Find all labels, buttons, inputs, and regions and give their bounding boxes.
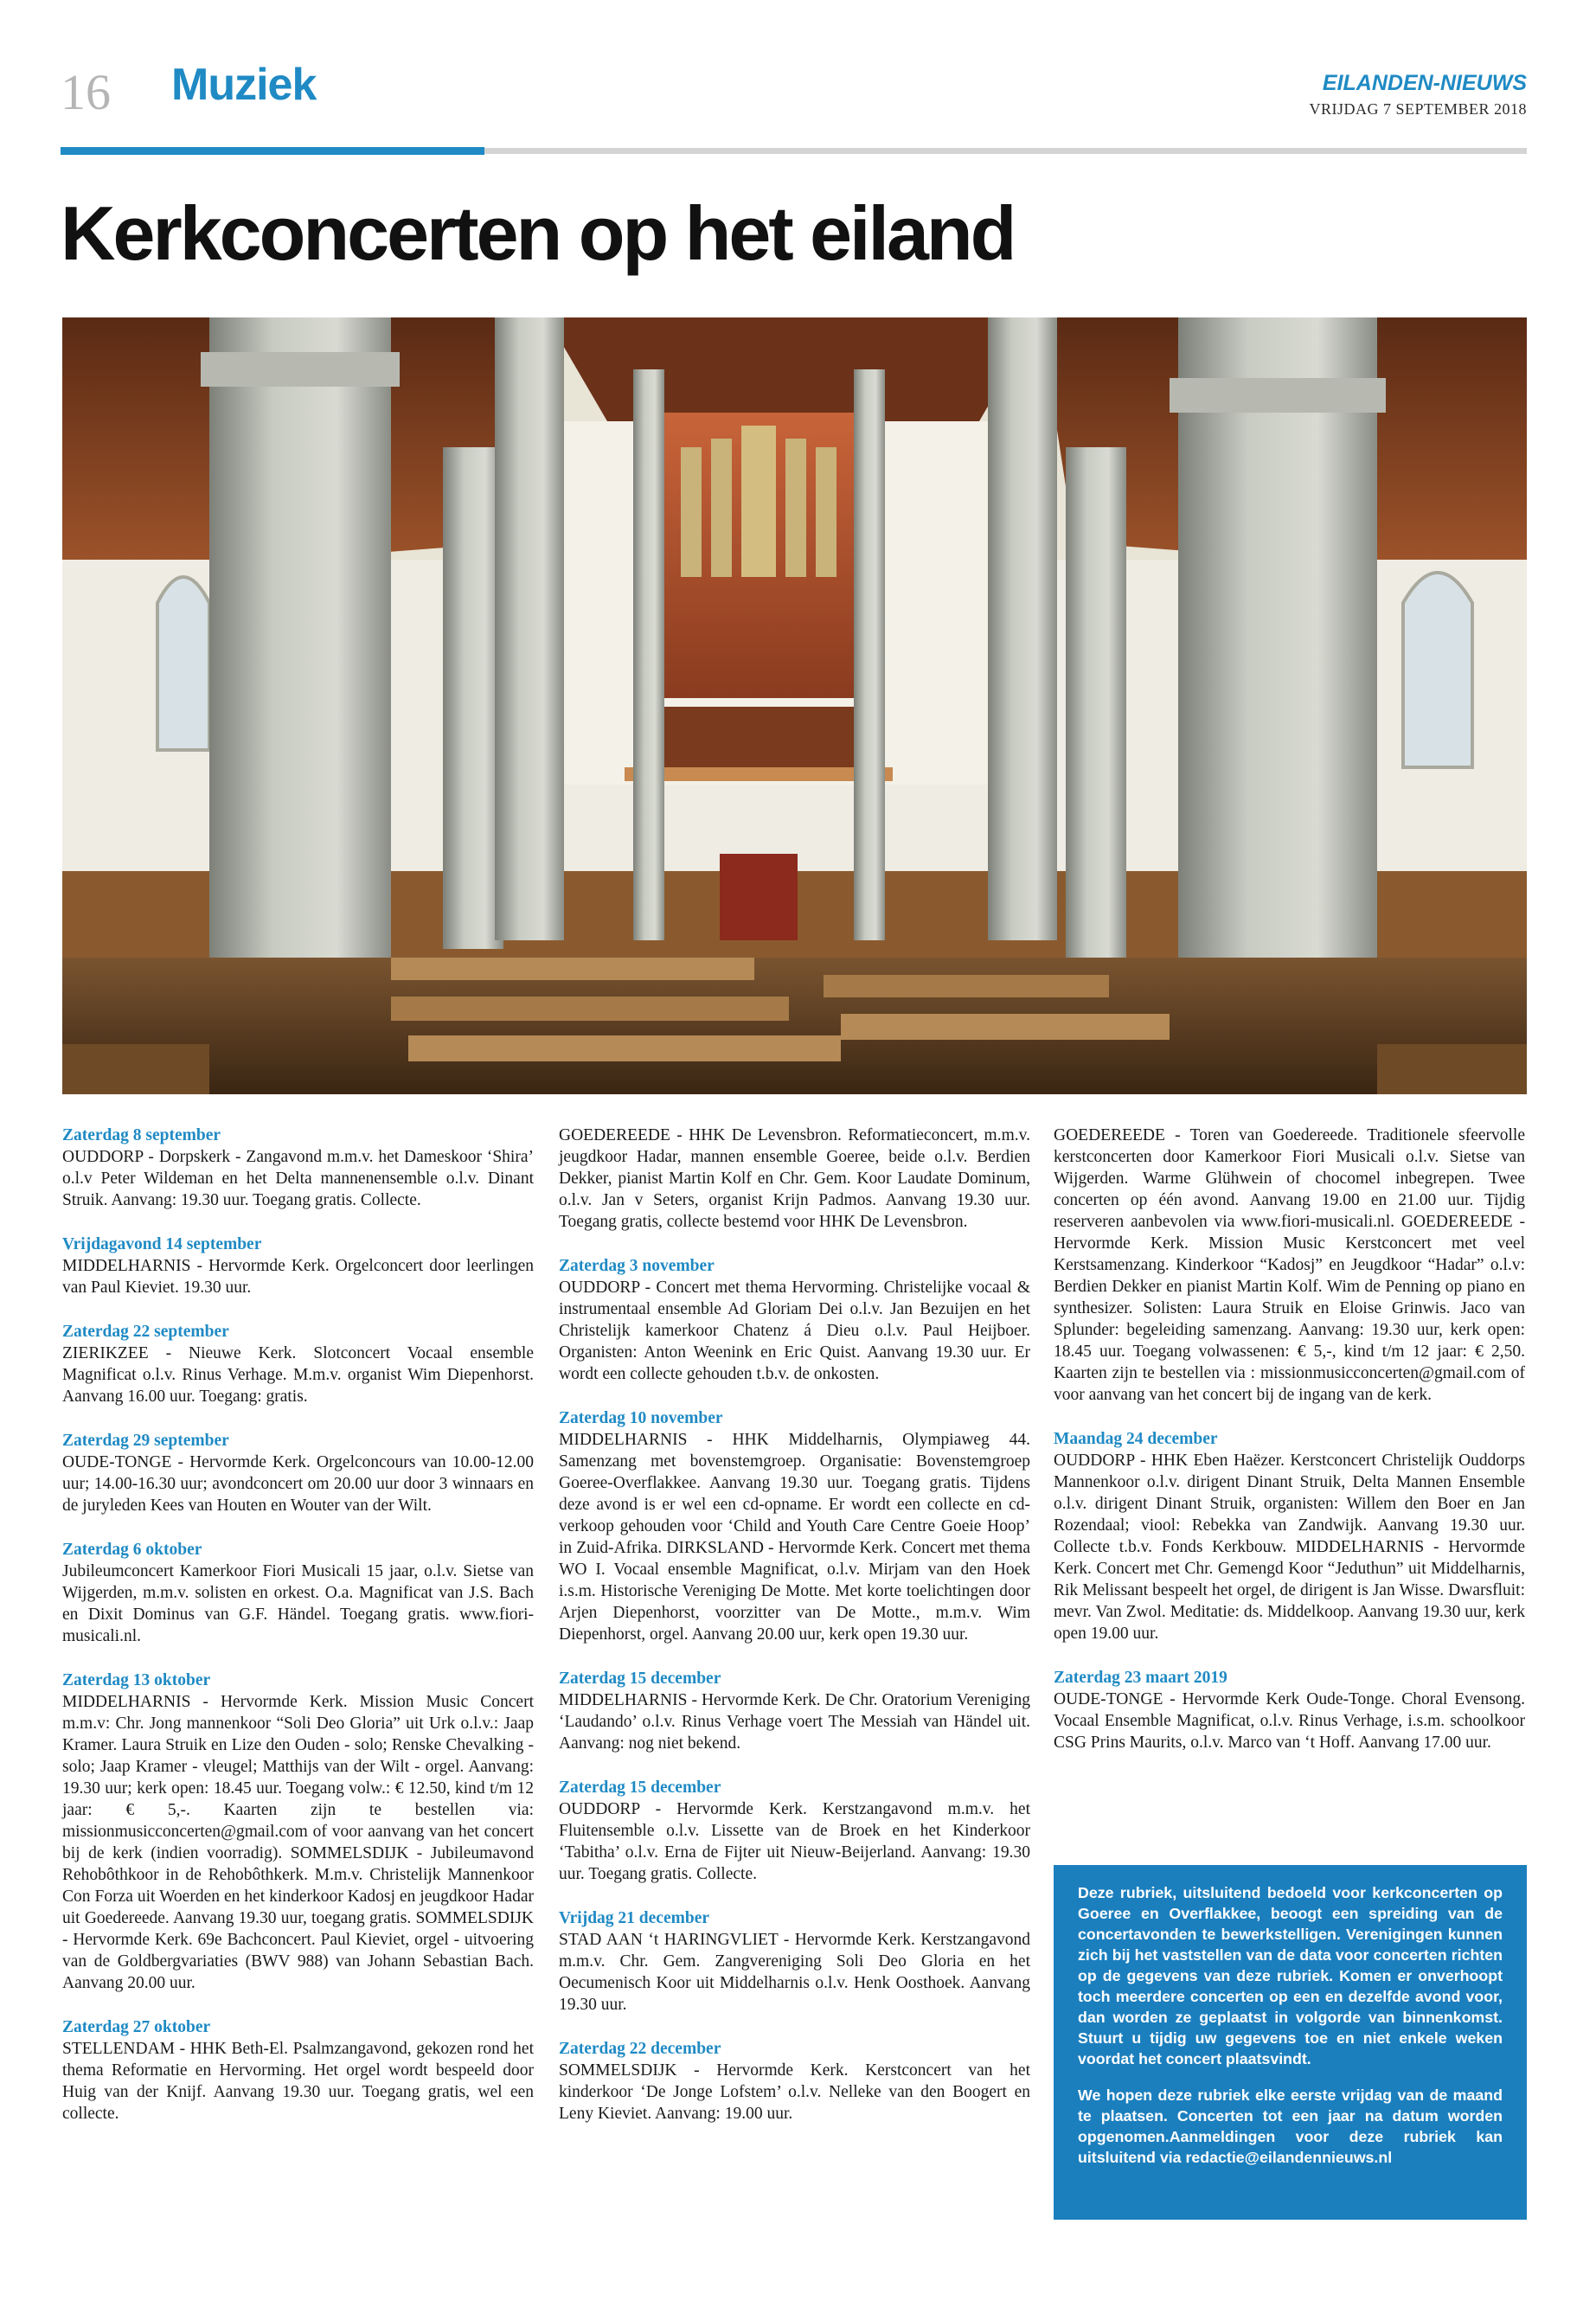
church-interior-photo xyxy=(62,317,1527,1094)
brand-logo: EILANDEN-NIEUWS xyxy=(1322,71,1527,95)
entry-date: Zaterdag 15 december xyxy=(559,1670,721,1688)
entry-text: STAD AAN ‘t HARINGVLIET - Hervormde Kerk. Kerstzangavond m.m.v. Chr. Gem. Zangvereniging Soli Deo Gloria en het Oecumenisch Koor uit Middelharnis o.l.v. Henk Oosthoek. Aanvang 19.30 uur. xyxy=(559,1931,1030,2014)
headline: Kerkconcerten op het eiland xyxy=(61,190,1015,276)
entry-date: Zaterdag 15 december xyxy=(559,1779,721,1797)
entry-date: Zaterdag 22 september xyxy=(62,1323,229,1341)
entry-date: Zaterdag 6 oktober xyxy=(62,1541,202,1559)
agenda-entry xyxy=(62,1125,534,1211)
agenda-entry xyxy=(62,1430,534,1516)
entry-date: Maandag 24 december xyxy=(1054,1430,1218,1448)
entry-text: ZIERIKZEE - Nieuwe Kerk. Slotconcert Vocaal ensemble Magnificat o.l.v. Rinus Verhage. M.m.v. organist Wim Diepenhorst. Aanvang 16.00 uur. Toegang: gratis. xyxy=(62,1344,534,1406)
entry-date: Vrijdag 21 december xyxy=(559,1909,710,1927)
agenda-entry xyxy=(62,2016,534,2125)
entry-text: Jubileumconcert Kamerkoor Fiori Musicali 15 jaar, o.l.v. Sietse van Wijgerden, m.m.v. solisten en orkest. O.a. Magnificat van J.S. Bach en Dixit Dominus van G.F. Händel. Toegang gratis. www.fiori-musicali.nl. xyxy=(62,1562,534,1645)
agenda-entry xyxy=(1054,1667,1525,1753)
agenda-entry xyxy=(62,1234,534,1298)
entry-text: OUDDORP - Concert met thema Hervorming. Christelijke vocaal & instrumentaal ensemble Ad Gloriam Dei o.l.v. Jan Bezuijen en het Christelijk kamerkoor Chatenz á Dieu o.l.v. Paul Heijboer. Organisten: Anton Weenink en Eric Quist. Aanvang 19.30 uur. Er wordt een collecte gehouden t.b.v. de onkosten. xyxy=(559,1279,1030,1383)
header-rule xyxy=(484,148,1527,154)
entry-date: Zaterdag 27 oktober xyxy=(62,2018,211,2036)
agenda-entry xyxy=(559,1407,1030,1645)
header-rule-accent xyxy=(61,147,484,155)
entry-date: Zaterdag 29 september xyxy=(62,1432,229,1450)
agenda-column-1 xyxy=(62,1125,534,2147)
entry-text: OUDDORP - Dorpskerk - Zangavond m.m.v. het Dameskoor ‘Shira’ o.l.v Peter Wildeman en het Delta mannenensemble o.l.v. Dinant Struik. Aanvang: 19.30 uur. Toegang gratis. Collecte. xyxy=(62,1148,534,1209)
agenda-entry xyxy=(62,1539,534,1647)
agenda-entry xyxy=(559,1255,1030,1385)
entry-date: Zaterdag 13 oktober xyxy=(62,1671,211,1689)
agenda-column-2 xyxy=(559,1125,1030,2147)
entry-text: OUDE-TONGE - Hervormde Kerk Oude-Tonge. Choral Evensong. Vocaal Ensemble Magnificat, o.l.v. Rinus Verhage, i.s.m. schoolkoor CSG Prins Maurits, o.l.v. Marco van ‘t Hoff. Aanvang 17.00 uur. xyxy=(1054,1690,1525,1752)
agenda-entry xyxy=(559,1777,1030,1885)
entry-text: OUDE-TONGE - Hervormde Kerk. Orgelconcours van 10.00-12.00 uur; 14.00-16.30 uur; avondconcert om 20.00 uur door 3 winnaars en de juryleden Kees van Houten en Wouter van der Wilt. xyxy=(62,1453,534,1515)
agenda-entry xyxy=(559,1125,1030,1233)
agenda-entry xyxy=(559,1668,1030,1754)
info-paragraph: We hopen deze rubriek elke eerste vrijdag van de maand te plaatsen. Concerten tot een jaar na datum worden opgenomen.Aanmeldingen voor deze rubriek kan uitsluitend via redactie@eilandennieuws.nl xyxy=(1078,2086,1503,2166)
page-number: 16 xyxy=(61,64,111,120)
agenda-entry xyxy=(559,2038,1030,2125)
entry-date: Zaterdag 22 december xyxy=(559,2040,721,2058)
entry-date: Zaterdag 3 november xyxy=(559,1257,715,1275)
entry-text: OUDDORP - Hervormde Kerk. Kerstzangavond m.m.v. het Fluitensemble o.l.v. Lissette van de Broek en het Kinderkoor ‘Tabitha’ o.l.v. Erna de Fijter uit Nieuw-Beijerland. Aanvang: 19.30 uur. Toegang gratis. Collecte. xyxy=(559,1800,1030,1883)
rubriek-info-box xyxy=(1054,1865,1527,2220)
agenda-column-3 xyxy=(1054,1125,1525,1776)
entry-date: Zaterdag 10 november xyxy=(559,1409,723,1427)
entry-text: GOEDEREEDE - Toren van Goedereede. Traditionele sfeervolle kerstconcerten door Kamerkoor Fiori Musicali o.l.v. Sietse van Wijgerden. Warme Glühwein of chocomel inbegrepen. Twee concerten op één avond. Aanvang 19.00 en 21.00 uur. Tijdig reserveren aanbevolen via www.fiori-musicali.nl. GOEDEREEDE - Hervormde Kerk. Mission Music Kerstconcert met veel Kerstsamenzang. Kinderkoor “Kadosj” en Jeugdkoor “Hadar” o.l.v: Berdien Dekker en pianist Martin Kolf. Wim de Penning op piano en synthesizer. Solisten: Laura Struik en Eloise Grinwis. Jaco van Splunder: begeleiding samenzang. Aanvang: 19.30 uur, kerk open: 18.45 uur. Toegang volwassenen: € 5,-, kind t/m 12 jaar: € 2,50. Kaarten zijn te bestellen via : missionmusicconcerten@gmail.com of voor aanvang van het concert bij de ingang van de kerk. xyxy=(1054,1126,1525,1404)
entry-text: MIDDELHARNIS - Hervormde Kerk. Orgelconcert door leerlingen van Paul Kieviet. 19.30 uur. xyxy=(62,1257,534,1297)
entry-text: OUDDORP - HHK Eben Haëzer. Kerstconcert Christelijk Ouddorps Mannenkoor o.l.v. dirigent Dinant Struik, Delta Mannen Ensemble o.l.v. dirigent Dinant Struik, organisten: Willem den Boer en Jan Rozendaal; viool: Rebekka van Zandwijk. Aanvang 19.30 uur. Collecte t.b.v. Fonds Kerkbouw. MIDDELHARNIS - Hervormde Kerk. Concert met Chr. Gemengd Koor “Jeduthun” uit Middelharnis, Rik Melissant bespeelt het orgel, de dirigent is Jan Wisse. Dwarsfluit: mevr. Van Zwol. Meditatie: ds. Middelkoop. Aanvang 19.30 uur, kerk open 19.00 uur. xyxy=(1054,1452,1525,1643)
entry-text: MIDDELHARNIS - Hervormde Kerk. De Chr. Oratorium Vereniging ‘Laudando’ o.l.v. Rinus Verhage voert The Messiah van Händel uit. Aanvang: nog niet bekend. xyxy=(559,1691,1030,1753)
section-title: Muziek xyxy=(171,60,317,110)
agenda-entry xyxy=(1054,1125,1525,1406)
agenda-entry xyxy=(1054,1428,1525,1644)
entry-text: STELLENDAM - HHK Beth-El. Psalmzangavond, gekozen rond het thema Reformatie en Hervorming. Het orgel wordt bespeeld door Huig van der Knijf. Aanvang 19.30 uur. Toegang gratis, wel een collecte. xyxy=(62,2040,534,2123)
agenda-entry xyxy=(559,1907,1030,2016)
entry-text: SOMMELSDIJK - Hervormde Kerk. Kerstconcert van het kinderkoor ‘De Jonge Lofstem’ o.l.v. Nelleke van den Boogert en Leny Kieviet. Aanvang: 19.00 uur. xyxy=(559,2061,1030,2123)
entry-date: Vrijdagavond 14 september xyxy=(62,1235,262,1253)
entry-date: Zaterdag 8 september xyxy=(62,1126,221,1144)
issue-date: VRIJDAG 7 SEPTEMBER 2018 xyxy=(1309,100,1527,118)
entry-text: MIDDELHARNIS - HHK Middelharnis, Olympiaweg 44. Samenzang met bovenstemgroep. Organisatie: Bovenstemgroep Goeree-Overflakkee. Aanvang 19.30 uur. Toegang gratis. Tijdens deze avond is er wel een cd-opname. Er wordt een collecte en cd-verkoop gehouden voor ‘Child and Youth Care Centre Goeie Hoop’ in Zuid-Afrika. DIRKSLAND - Hervormde Kerk. Concert met thema WO I. Vocaal ensemble Magnificat, o.l.v. Mirjam van den Hoek i.s.m. Historische Vereniging De Motte. Met korte toelichtingen door Arjen Diepenhorst, voorzitter van De Motte., m.m.v. Wim Diepenhorst, orgel. Aanvang 20.00 uur, kerk open 19.30 uur. xyxy=(559,1431,1030,1644)
entry-text: GOEDEREEDE - HHK De Levensbron. Reformatieconcert, m.m.v. jeugdkoor Hadar, mannen ensemble Goeree, beide o.l.v. Berdien Dekker, pianist Martin Kolf en Chr. Gem. Koor Laudate Dominum, o.l.v. Jan v Seters, organist Krijn Padmos. Aanvang 19.30 uur. Toegang gratis, collecte bestemd voor HHK De Levensbron. xyxy=(559,1126,1030,1231)
info-paragraph: Deze rubriek, uitsluitend bedoeld voor kerkconcerten op Goeree en Overflakkee, beoogt een spreiding van de concertavonden te bewerkstelligen. Verenigingen kunnen zich bij het vaststellen van de data voor concerten richten op de gegevens van deze rubriek. Komen er onverhoopt toch meerdere concerten op een en dezelfde avond voor, dan worden ze geplaatst in volgorde van binnenkomst. Stuurt u tijdig uw gegevens toe en niet enkele weken voordat het concert plaatsvindt. xyxy=(1078,1884,1503,2067)
agenda-entry xyxy=(62,1321,534,1407)
agenda-entry xyxy=(62,1670,534,1994)
entry-date: Zaterdag 23 maart 2019 xyxy=(1054,1669,1227,1687)
entry-text: MIDDELHARNIS - Hervormde Kerk. Mission Music Concert m.m.v: Chr. Jong mannenkoor “Soli Deo Gloria” uit Urk o.l.v.: Jaap Kramer. Laura Struik en Lize den Ouden - solo; Renske Chevalking - solo; Jaap Kramer - vleugel; Matthijs van der Wilt - orgel. Aanvang: 19.30 uur; kerk open: 18.45 uur. Toegang volw.: € 12.50, kind t/m 12 jaar: € 5,-. Kaarten zijn te bestellen via: missionmusicconcerten@gmail.com of voor aanvang van het concert bij de kerk (indien voorradig). SOMMELSDIJK - Jubileumavond Rehobôthkoor in de Rehobôthkerk. M.m.v. Christelijk Mannenkoor Con Forza uit Woerden en het kinderkoor Kadosj en jeugdkoor Hadar uit Goedereede. Aanvang 19.30 uur, toegang gratis. SOMMELSDIJK - Hervormde Kerk. 69e Bachconcert. Paul Kieviet, orgel - uitvoering van de Goldbergvariaties (BWV 988) van Johann Sebastian Bach. Aanvang 20.00 uur. xyxy=(62,1693,534,1992)
